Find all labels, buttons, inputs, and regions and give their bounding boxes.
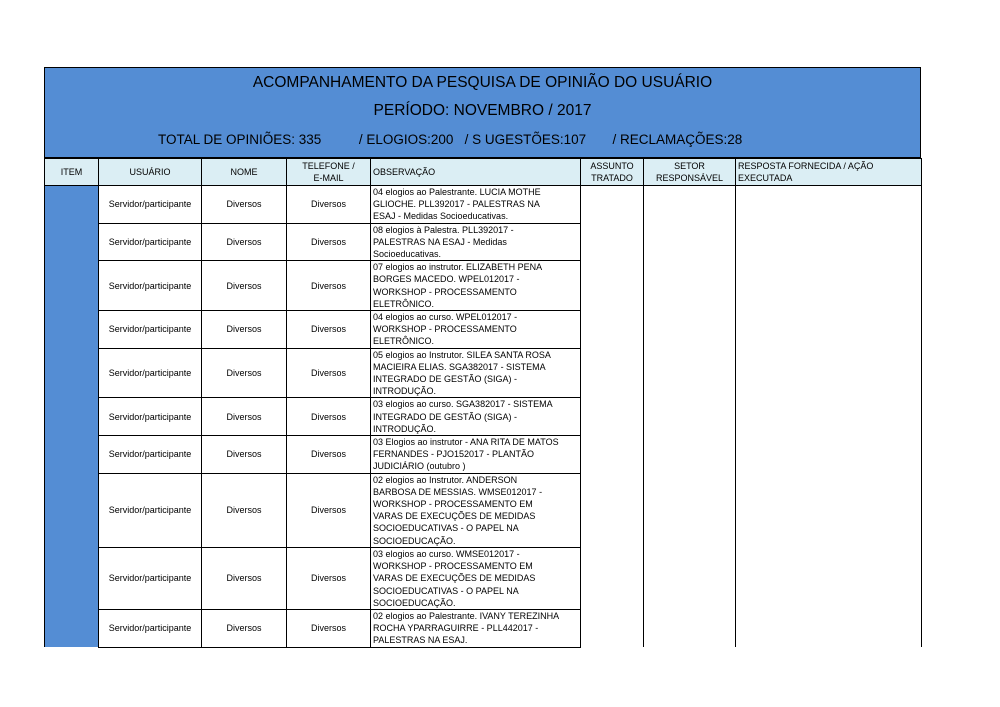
nome-cell: Diversos	[202, 223, 287, 261]
assunto-cell	[581, 261, 644, 311]
assunto-cell	[581, 186, 644, 224]
usuario-cell: Servidor/participante	[99, 261, 202, 311]
observacao-line: WORKSHOP - PROCESSAMENTO EM	[373, 499, 533, 510]
observacao-line: SOCIOEDUCAÇÃO.	[373, 597, 456, 608]
col-item: ITEM	[45, 159, 99, 186]
assunto-cell	[581, 348, 644, 398]
resposta-cell	[736, 261, 922, 311]
item-cell	[45, 547, 99, 609]
table-row	[45, 609, 922, 647]
observacao-cell	[371, 609, 581, 647]
setor-cell	[644, 223, 736, 261]
telefone-cell: Diversos	[287, 473, 371, 547]
observacao-cell	[371, 473, 581, 547]
observacao-line: SOCIOEDUCATIVAS - O PAPEL NA	[373, 585, 519, 596]
usuario-cell: Servidor/participante	[99, 436, 202, 474]
item-cell	[45, 311, 99, 349]
col-resposta	[736, 159, 922, 186]
observacao-line: PALESTRAS NA ESAJ.	[373, 635, 468, 646]
nome-cell: Diversos	[202, 261, 287, 311]
col-observacao: OBSERVAÇÃO	[371, 159, 581, 186]
resposta-cell	[736, 186, 922, 224]
observacao-line: JUDICIÁRIO (outubro )	[373, 461, 466, 472]
table-row	[45, 261, 922, 311]
setor-cell	[644, 473, 736, 547]
col-setor	[644, 159, 736, 186]
report-title: ACOMPANHAMENTO DA PESQUISA DE OPINIÃO DO USUÁRIO	[252, 74, 713, 91]
report-header	[44, 67, 921, 158]
total-complaints: / RECLAMAÇÕES:28	[612, 132, 743, 147]
resposta-cell	[736, 547, 922, 609]
observacao-cell	[371, 186, 581, 224]
table-row	[45, 398, 922, 436]
item-cell	[45, 223, 99, 261]
col-telefone-l2: E-MAIL	[313, 173, 344, 183]
observacao-line: INTRODUÇÃO.	[373, 386, 436, 397]
table-row	[45, 311, 922, 349]
observacao-cell	[371, 436, 581, 474]
resposta-cell	[736, 223, 922, 261]
setor-cell	[644, 348, 736, 398]
table-row	[45, 473, 922, 547]
col-setor-l1: SETOR	[674, 161, 705, 171]
observacao-line: VARAS DE EXECUÇÕES DE MEDIDAS	[373, 573, 536, 584]
table-row	[45, 436, 922, 474]
usuario-cell: Servidor/participante	[99, 311, 202, 349]
col-telefone-l1: TELEFONE /	[302, 161, 355, 171]
item-cell	[45, 348, 99, 398]
observacao-line: INTEGRADO DE GESTÃO (SIGA) -	[373, 374, 518, 385]
telefone-cell: Diversos	[287, 223, 371, 261]
usuario-cell: Servidor/participante	[99, 547, 202, 609]
usuario-cell: Servidor/participante	[99, 473, 202, 547]
item-cell	[45, 436, 99, 474]
observacao-line: INTRODUÇÃO.	[373, 423, 436, 434]
nome-cell: Diversos	[202, 436, 287, 474]
nome-cell: Diversos	[202, 547, 287, 609]
col-assunto-l1: ASSUNTO	[590, 161, 634, 171]
setor-cell	[644, 547, 736, 609]
setor-cell	[644, 311, 736, 349]
col-telefone	[287, 159, 371, 186]
observacao-line: FERNANDES - PJO152017 - PLANTÃO	[373, 449, 535, 460]
observacao-line: 02 elogios ao Instrutor. ANDERSON	[373, 474, 518, 485]
observacao-line: 04 elogios ao curso. WPEL012017 -	[373, 312, 518, 323]
column-header-row	[45, 159, 922, 186]
telefone-cell: Diversos	[287, 311, 371, 349]
col-assunto-l2: TRATADO	[591, 173, 633, 183]
assunto-cell	[581, 311, 644, 349]
col-nome: NOME	[202, 159, 287, 186]
observacao-line: ESAJ - Medidas Socioeducativas.	[373, 211, 509, 222]
observacao-cell	[371, 348, 581, 398]
setor-cell	[644, 609, 736, 647]
observacao-line: 03 elogios ao curso. WMSE012017 -	[373, 548, 520, 559]
observacao-line: 08 elogios à Palestra. PLL392017 -	[373, 224, 514, 235]
observacao-line: 05 elogios ao Instrutor. SILEA SANTA ROSA	[373, 349, 551, 360]
total-compliments: / ELOGIOS:200	[358, 132, 454, 147]
observacao-line: MACIEIRA ELIAS. SGA382017 - SISTEMA	[373, 361, 546, 372]
observacao-line: SOCIOEDUCATIVAS - O PAPEL NA	[373, 523, 519, 534]
observacao-line: 07 elogios ao instrutor. ELIZABETH PENA	[373, 262, 543, 273]
col-resposta-l2: EXECUTADA	[738, 173, 793, 183]
assunto-cell	[581, 547, 644, 609]
item-cell	[45, 186, 99, 224]
nome-cell: Diversos	[202, 348, 287, 398]
total-suggestions: / S UGESTÕES:107	[464, 132, 587, 147]
nome-cell: Diversos	[202, 473, 287, 547]
observacao-line: ELETRÔNICO.	[373, 298, 435, 309]
item-cell	[45, 261, 99, 311]
setor-cell	[644, 261, 736, 311]
telefone-cell: Diversos	[287, 436, 371, 474]
observacao-line: Socioeducativas.	[373, 249, 442, 260]
observacao-cell	[371, 398, 581, 436]
table-row	[45, 223, 922, 261]
observacao-line: 03 Elogios ao instrutor - ANA RITA DE MATOS	[373, 437, 559, 448]
nome-cell: Diversos	[202, 186, 287, 224]
item-cell	[45, 609, 99, 647]
observacao-line: SOCIOEDUCAÇÃO.	[373, 535, 456, 546]
observacao-line: INTEGRADO DE GESTÃO (SIGA) -	[373, 411, 518, 422]
setor-cell	[644, 398, 736, 436]
nome-cell: Diversos	[202, 398, 287, 436]
observacao-line: ELETRÔNICO.	[373, 336, 435, 347]
setor-cell	[644, 436, 736, 474]
usuario-cell: Servidor/participante	[99, 223, 202, 261]
assunto-cell	[581, 609, 644, 647]
resposta-cell	[736, 609, 922, 647]
table-row	[45, 186, 922, 224]
observacao-line: WORKSHOP - PROCESSAMENTO EM	[373, 561, 533, 572]
opinion-survey-sheet	[44, 67, 921, 648]
table-row	[45, 348, 922, 398]
observacao-line: PALESTRAS NA ESAJ - Medidas	[373, 236, 507, 247]
usuario-cell: Servidor/participante	[99, 609, 202, 647]
observacao-line: 03 elogios ao curso. SGA382017 - SISTEMA	[373, 399, 553, 410]
observacao-cell	[371, 311, 581, 349]
observacao-cell	[371, 261, 581, 311]
observacao-line: VARAS DE EXECUÇÕES DE MEDIDAS	[373, 511, 536, 522]
observacao-line: WORKSHOP - PROCESSAMENTO	[373, 324, 517, 335]
observacao-line: BORGES MACEDO. WPEL012017 -	[373, 274, 520, 285]
observacao-line: WORKSHOP - PROCESSAMENTO	[373, 286, 517, 297]
col-setor-l2: RESPONSÁVEL	[655, 173, 724, 183]
resposta-cell	[736, 311, 922, 349]
observacao-line: 04 elogios ao Palestrante. LUCIA MOTHE	[373, 187, 541, 197]
observacao-cell	[371, 547, 581, 609]
total-opinions: TOTAL DE OPINIÕES: 335	[158, 132, 322, 147]
item-cell	[45, 398, 99, 436]
table-row	[45, 547, 922, 609]
observacao-line: BARBOSA DE MESSIAS. WMSE012017 -	[373, 486, 543, 497]
observacao-cell	[371, 223, 581, 261]
assunto-cell	[581, 223, 644, 261]
usuario-cell: Servidor/participante	[99, 348, 202, 398]
observacao-line: 02 elogios ao Palestrante. IVANY TEREZINHA	[373, 610, 560, 621]
telefone-cell: Diversos	[287, 348, 371, 398]
telefone-cell: Diversos	[287, 261, 371, 311]
telefone-cell: Diversos	[287, 547, 371, 609]
col-usuario: USUÁRIO	[99, 159, 202, 186]
totals-line	[158, 132, 742, 147]
opinion-table	[44, 158, 922, 648]
usuario-cell: Servidor/participante	[99, 398, 202, 436]
nome-cell: Diversos	[202, 311, 287, 349]
usuario-cell: Servidor/participante	[99, 186, 202, 224]
assunto-cell	[581, 436, 644, 474]
assunto-cell	[581, 398, 644, 436]
report-period: PERÍODO: NOVEMBRO / 2017	[373, 102, 592, 119]
resposta-cell	[736, 473, 922, 547]
resposta-cell	[736, 436, 922, 474]
resposta-cell	[736, 348, 922, 398]
telefone-cell: Diversos	[287, 398, 371, 436]
observacao-line: GLIOCHE. PLL392017 - PALESTRAS NA	[373, 199, 540, 210]
telefone-cell: Diversos	[287, 609, 371, 647]
telefone-cell: Diversos	[287, 186, 371, 224]
col-resposta-l1: RESPOSTA FORNECIDA / AÇÃO	[738, 161, 874, 171]
observacao-line: ROCHA YPARRAGUIRRE - PLL442017 -	[373, 623, 539, 634]
col-assunto	[581, 159, 644, 186]
item-cell	[45, 473, 99, 547]
resposta-cell	[736, 398, 922, 436]
nome-cell: Diversos	[202, 609, 287, 647]
assunto-cell	[581, 473, 644, 547]
setor-cell	[644, 186, 736, 224]
